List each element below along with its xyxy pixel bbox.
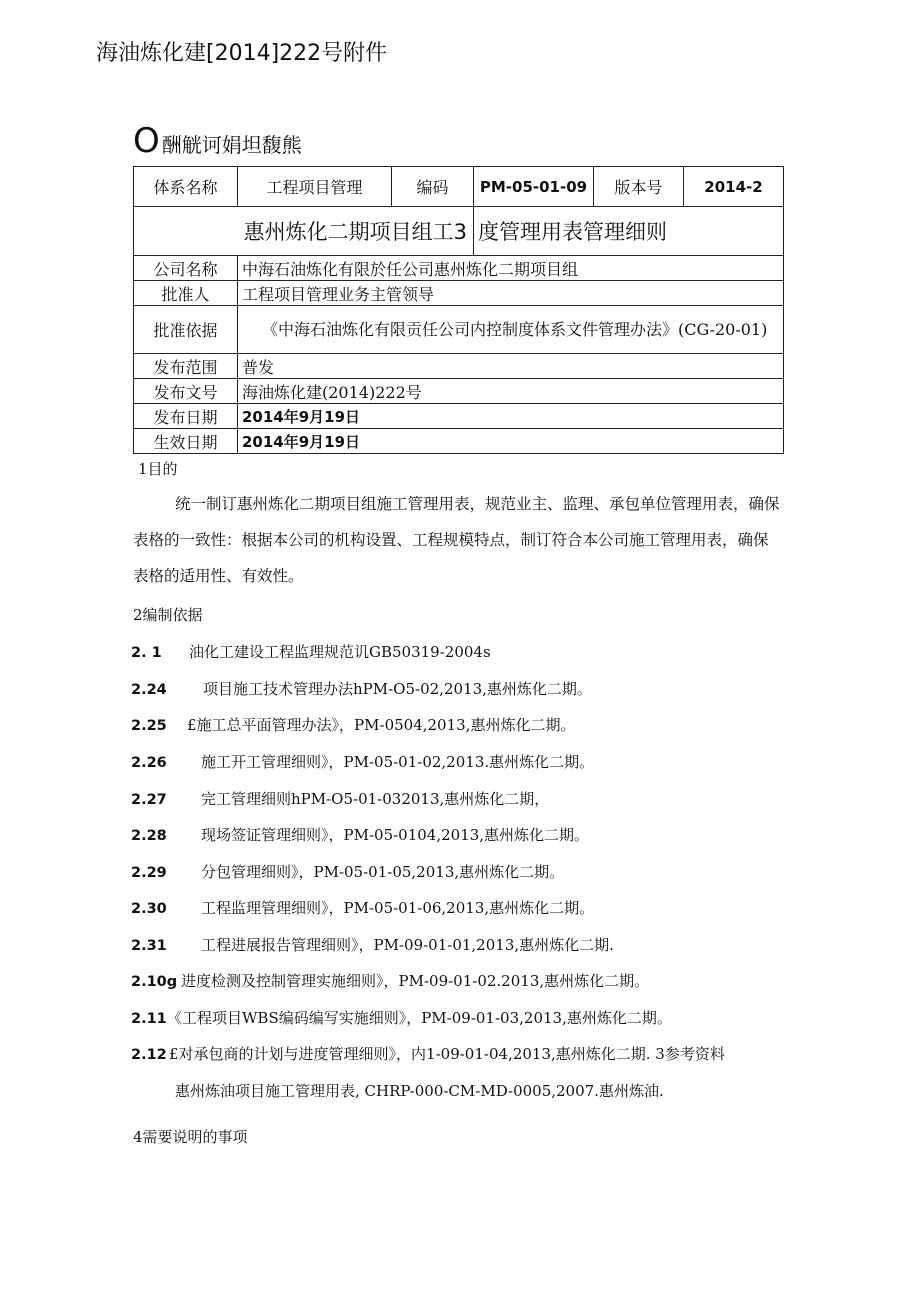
system-name-label: 体系名称 bbox=[134, 167, 238, 207]
table-row bbox=[134, 281, 784, 306]
table-row bbox=[134, 404, 784, 429]
ref-number: 2.31 bbox=[131, 938, 167, 954]
ref-number: 2.27 bbox=[131, 792, 167, 808]
logo-text: 酬觥诃娟坦馥熊 bbox=[161, 133, 302, 157]
document-title-right: 度管理用表管理细则 bbox=[474, 207, 784, 256]
approver-label: 批准人 bbox=[134, 281, 238, 306]
approval-basis-value: 《中海石油炼化有限贡任公司内控制度体系文件管理办法》(CG-20-01) bbox=[238, 306, 784, 354]
list-item bbox=[131, 861, 791, 882]
ref-text: 《工程项目WBS编码编写实施细则》，PM-09-01-03,2013,惠州炼化二期。 bbox=[167, 1009, 672, 1027]
ref-text: 进度检测及控制管理实施细则》，PM-09-01-02.2013,惠州炼化二期。 bbox=[181, 972, 650, 990]
ref-text: 现场签证管理细则》，PM-05-0104,2013,惠州炼化二期。 bbox=[201, 826, 590, 844]
ref-number: 2.26 bbox=[131, 755, 167, 771]
release-number-value: 海油炼化建(2014)222号 bbox=[238, 379, 784, 404]
ref-number: 2.10g bbox=[131, 974, 178, 990]
ref-number: 2.11 bbox=[131, 1011, 167, 1027]
list-item bbox=[131, 678, 791, 699]
ref-text: 工程进展报告管理细则》，PM-09-01-01,2013,惠州炼化二期. bbox=[201, 936, 614, 954]
table-row bbox=[134, 429, 784, 454]
effective-date-label: 生效日期 bbox=[134, 429, 238, 454]
version-value: 2014-2 bbox=[684, 167, 784, 207]
list-item bbox=[131, 1007, 791, 1028]
ref-number: 2.28 bbox=[131, 828, 167, 844]
purpose-heading: 1目的 bbox=[138, 460, 178, 478]
release-date-value: 2014年9月19日 bbox=[238, 404, 784, 429]
system-name-value: 工程项目管理 bbox=[238, 167, 392, 207]
reference-material-line: 惠州炼油项目施工管理用表, CHRP-000-CM-MD-0005,2007.惠州炼油. bbox=[175, 1082, 664, 1100]
ref-number: 2.12 bbox=[131, 1047, 167, 1063]
table-row bbox=[134, 306, 784, 354]
ref-text: £对承包商的计划与进度管理细则》，内1-09-01-04,2013,惠州炼化二期. 3参考资料 bbox=[169, 1045, 725, 1063]
table-row bbox=[134, 256, 784, 281]
purpose-paragraph: 统一制订惠州炼化二期项目组施工管理用表，规范业主、监理、承包单位管理用表，确保表格的一致性：根据本公司的机构设置、工程规模特点，制订符合本公司施工管理用表，确保表格的适用性、有效性。 bbox=[133, 495, 780, 585]
ref-text: 完工管理细则hPM-O5-01-032013,惠州炼化二期， bbox=[201, 790, 550, 808]
list-item bbox=[131, 641, 791, 662]
ref-text: 油化工建设工程监理规范讥GB50319-2004s bbox=[189, 643, 491, 661]
ref-number: 2. 1 bbox=[131, 645, 162, 661]
document-reference-header: 海油炼化建[2014]222号附件 bbox=[96, 41, 388, 66]
table-row bbox=[134, 207, 784, 256]
list-item bbox=[131, 970, 791, 991]
table-row bbox=[134, 354, 784, 379]
release-scope-value: 普发 bbox=[238, 354, 784, 379]
approver-value: 工程项目管理业务主管领导 bbox=[238, 281, 784, 306]
company-name-value: 中海石油炼化有限於任公司惠州炼化二期项目组 bbox=[238, 256, 784, 281]
ref-text: 项目施工技术管理办法hPM-O5-02,2013,惠州炼化二期。 bbox=[203, 680, 592, 698]
list-item bbox=[131, 788, 791, 809]
list-item bbox=[131, 1043, 791, 1064]
table-row bbox=[134, 379, 784, 404]
table-row bbox=[134, 167, 784, 207]
list-item bbox=[131, 751, 791, 772]
list-item bbox=[131, 934, 791, 955]
release-date-label: 发布日期 bbox=[134, 404, 238, 429]
ref-text: 工程监理管理细则》，PM-05-01-06,2013,惠州炼化二期。 bbox=[201, 899, 595, 917]
ref-number: 2.30 bbox=[131, 901, 167, 917]
approval-basis-label: 批准依据 bbox=[134, 306, 238, 354]
ref-text: £施工总平面管理办法》，PM-0504,2013,惠州炼化二期。 bbox=[187, 716, 576, 734]
effective-date-value: 2014年9月19日 bbox=[238, 429, 784, 454]
ref-text: 施工开工管理细则》，PM-05-01-02,2013.惠州炼化二期。 bbox=[201, 753, 595, 771]
ref-number: 2.24 bbox=[131, 682, 167, 698]
notes-heading: 4需要说明的事项 bbox=[133, 1128, 248, 1146]
document-title-left: 惠州炼化二期项目组工3 bbox=[134, 207, 474, 256]
company-logo-line bbox=[133, 121, 302, 161]
code-label: 编码 bbox=[392, 167, 474, 207]
company-name-label: 公司名称 bbox=[134, 256, 238, 281]
release-scope-label: 发布范围 bbox=[134, 354, 238, 379]
list-item bbox=[131, 897, 791, 918]
list-item bbox=[131, 714, 791, 735]
document-info-table bbox=[133, 166, 784, 454]
logo-mark: O bbox=[133, 121, 160, 161]
basis-heading: 2编制依据 bbox=[133, 606, 203, 624]
ref-number: 2.29 bbox=[131, 865, 167, 881]
ref-number: 2.25 bbox=[131, 718, 167, 734]
code-value: PM-05-01-09 bbox=[474, 167, 594, 207]
list-item bbox=[131, 824, 791, 845]
version-label: 版本号 bbox=[594, 167, 684, 207]
ref-text: 分包管理细则》，PM-05-01-05,2013,惠州炼化二期。 bbox=[201, 863, 565, 881]
release-number-label: 发布文号 bbox=[134, 379, 238, 404]
